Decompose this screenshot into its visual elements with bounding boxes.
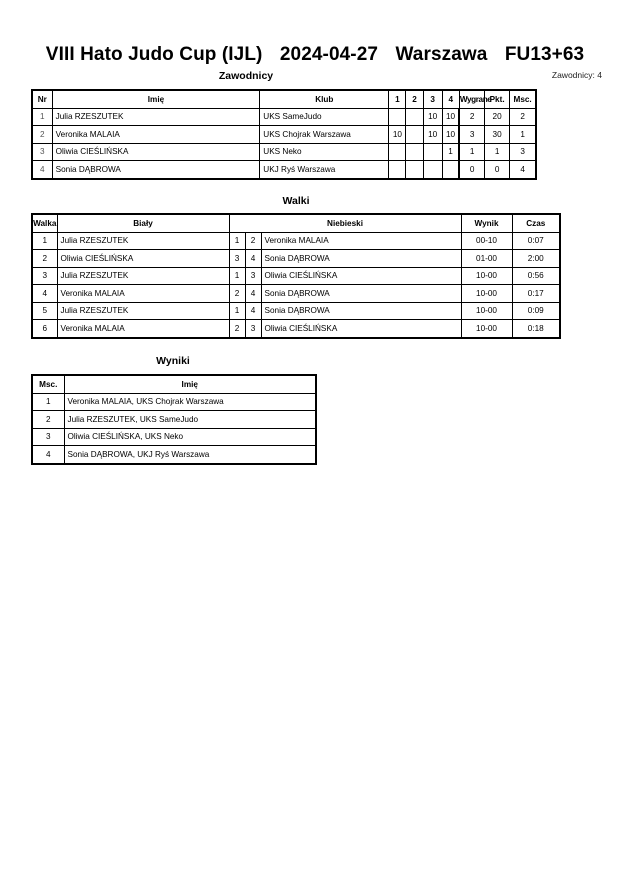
score-cell: 10 xyxy=(442,126,459,144)
table-row xyxy=(32,267,560,285)
col-name: Imię xyxy=(52,90,260,108)
table-row xyxy=(32,285,560,303)
score-cell xyxy=(406,143,423,161)
place-cell: 4 xyxy=(32,446,64,464)
event-date: 2024-04-27 xyxy=(279,44,379,65)
time-cell: 0:56 xyxy=(512,267,560,285)
white-number-cell: 1 xyxy=(229,302,245,320)
white-number-cell: 1 xyxy=(229,232,245,250)
score-cell: 1 xyxy=(442,143,459,161)
nr-cell: 1 xyxy=(32,108,52,126)
nr-cell: 2 xyxy=(32,126,52,144)
table-row xyxy=(32,143,536,161)
results-header-row xyxy=(32,375,316,393)
points-cell: 30 xyxy=(485,126,510,144)
fights-heading: Walki xyxy=(282,195,310,207)
club-cell: UKS Chojrak Warszawa xyxy=(260,126,389,144)
place-cell: 1 xyxy=(32,393,64,411)
col-3: 3 xyxy=(423,90,442,108)
nr-cell: 3 xyxy=(32,143,52,161)
club-cell: UKJ Ryś Warszawa xyxy=(260,161,389,179)
score-cell xyxy=(423,143,442,161)
place-cell: 3 xyxy=(510,143,536,161)
competitors-header-row xyxy=(32,90,536,108)
result-cell: 10-00 xyxy=(461,302,512,320)
nr-cell: 4 xyxy=(32,161,52,179)
table-row xyxy=(32,126,536,144)
white-number-cell: 2 xyxy=(229,285,245,303)
white-cell: Veronika MALAIA xyxy=(57,285,229,303)
name-cell: Sonia DĄBROWA, UKJ Ryś Warszawa xyxy=(64,446,316,464)
table-row xyxy=(32,411,316,429)
competitors-count xyxy=(552,70,602,80)
fight-number-cell: 1 xyxy=(32,232,57,250)
name-cell: Veronika MALAIA xyxy=(52,126,260,144)
score-cell xyxy=(442,161,459,179)
score-cell xyxy=(389,143,406,161)
blue-cell: Oliwia CIEŚLIŃSKA xyxy=(261,320,461,338)
white-cell: Julia RZESZUTEK xyxy=(57,232,229,250)
wins-cell: 0 xyxy=(459,161,484,179)
table-row xyxy=(32,302,560,320)
col-time: Czas xyxy=(512,214,560,232)
fight-number-cell: 2 xyxy=(32,250,57,268)
col-4: 4 xyxy=(442,90,459,108)
table-row xyxy=(32,108,536,126)
col-points: Pkt. xyxy=(485,90,510,108)
place-cell: 2 xyxy=(510,108,536,126)
table-row xyxy=(32,446,316,464)
result-cell: 00-10 xyxy=(461,232,512,250)
table-row xyxy=(32,428,316,446)
score-cell: 10 xyxy=(423,126,442,144)
name-cell: Julia RZESZUTEK xyxy=(52,108,260,126)
blue-number-cell: 4 xyxy=(245,285,261,303)
wins-cell: 3 xyxy=(459,126,484,144)
score-cell: 10 xyxy=(389,126,406,144)
event-city: Warszawa xyxy=(395,44,488,65)
time-cell: 0:09 xyxy=(512,302,560,320)
col-name: Imię xyxy=(64,375,316,393)
score-cell xyxy=(406,161,423,179)
place-cell: 1 xyxy=(510,126,536,144)
competitors-count-label: Zawodnicy: xyxy=(551,70,595,80)
time-cell: 0:17 xyxy=(512,285,560,303)
points-cell: 1 xyxy=(485,143,510,161)
time-cell: 0:18 xyxy=(512,320,560,338)
score-cell xyxy=(389,108,406,126)
table-row xyxy=(32,232,560,250)
fight-number-cell: 4 xyxy=(32,285,57,303)
time-cell: 2:00 xyxy=(512,250,560,268)
results-heading: Wyniki xyxy=(156,355,190,367)
blue-number-cell: 4 xyxy=(245,250,261,268)
club-cell: UKS SameJudo xyxy=(260,108,389,126)
score-cell: 10 xyxy=(442,108,459,126)
result-cell: 01-00 xyxy=(461,250,512,268)
score-cell xyxy=(406,126,423,144)
blue-number-cell: 3 xyxy=(245,320,261,338)
score-cell xyxy=(423,161,442,179)
col-fight: Walka xyxy=(32,214,57,232)
wins-cell: 1 xyxy=(459,143,484,161)
fight-number-cell: 6 xyxy=(32,320,57,338)
col-nr: Nr xyxy=(32,90,52,108)
name-cell: Oliwia CIEŚLIŃSKA xyxy=(52,143,260,161)
competitors-count-value: 4 xyxy=(597,70,602,80)
points-cell: 20 xyxy=(485,108,510,126)
blue-cell: Sonia DĄBROWA xyxy=(261,285,461,303)
blue-cell: Oliwia CIEŚLIŃSKA xyxy=(261,267,461,285)
white-number-cell: 1 xyxy=(229,267,245,285)
blue-number-cell: 3 xyxy=(245,267,261,285)
competitors-table xyxy=(31,89,537,180)
table-row xyxy=(32,161,536,179)
event-name: VIII Hato Judo Cup (IJL) xyxy=(45,44,263,65)
name-cell: Julia RZESZUTEK, UKS SameJudo xyxy=(64,411,316,429)
place-cell: 4 xyxy=(510,161,536,179)
page-title xyxy=(0,44,630,66)
white-number-cell: 2 xyxy=(229,320,245,338)
white-cell: Julia RZESZUTEK xyxy=(57,267,229,285)
name-cell: Sonia DĄBROWA xyxy=(52,161,260,179)
score-cell: 10 xyxy=(423,108,442,126)
white-cell: Veronika MALAIA xyxy=(57,320,229,338)
col-wins: Wygrane xyxy=(459,90,484,108)
competitors-heading: Zawodnicy xyxy=(218,70,274,82)
col-blue: Niebieski xyxy=(229,214,461,232)
blue-number-cell: 4 xyxy=(245,302,261,320)
table-row xyxy=(32,320,560,338)
col-club: Klub xyxy=(260,90,389,108)
table-row xyxy=(32,393,316,411)
fights-header-row xyxy=(32,214,560,232)
score-cell xyxy=(389,161,406,179)
fight-number-cell: 5 xyxy=(32,302,57,320)
result-cell: 10-00 xyxy=(461,320,512,338)
blue-cell: Veronika MALAIA xyxy=(261,232,461,250)
col-result: Wynik xyxy=(461,214,512,232)
table-row xyxy=(32,250,560,268)
name-cell: Oliwia CIEŚLIŃSKA, UKS Neko xyxy=(64,428,316,446)
results-table xyxy=(31,374,317,465)
white-cell: Oliwia CIEŚLIŃSKA xyxy=(57,250,229,268)
place-cell: 3 xyxy=(32,428,64,446)
event-category: FU13+63 xyxy=(504,44,585,65)
blue-number-cell: 2 xyxy=(245,232,261,250)
col-white: Biały xyxy=(57,214,229,232)
result-cell: 10-00 xyxy=(461,267,512,285)
blue-cell: Sonia DĄBROWA xyxy=(261,250,461,268)
fights-table xyxy=(31,213,561,339)
white-number-cell: 3 xyxy=(229,250,245,268)
col-1: 1 xyxy=(389,90,406,108)
place-cell: 2 xyxy=(32,411,64,429)
name-cell: Veronika MALAIA, UKS Chojrak Warszawa xyxy=(64,393,316,411)
fight-number-cell: 3 xyxy=(32,267,57,285)
col-place: Msc. xyxy=(32,375,64,393)
col-place: Msc. xyxy=(510,90,536,108)
result-cell: 10-00 xyxy=(461,285,512,303)
col-2: 2 xyxy=(406,90,423,108)
points-cell: 0 xyxy=(485,161,510,179)
time-cell: 0:07 xyxy=(512,232,560,250)
club-cell: UKS Neko xyxy=(260,143,389,161)
wins-cell: 2 xyxy=(459,108,484,126)
white-cell: Julia RZESZUTEK xyxy=(57,302,229,320)
score-cell xyxy=(406,108,423,126)
blue-cell: Sonia DĄBROWA xyxy=(261,302,461,320)
